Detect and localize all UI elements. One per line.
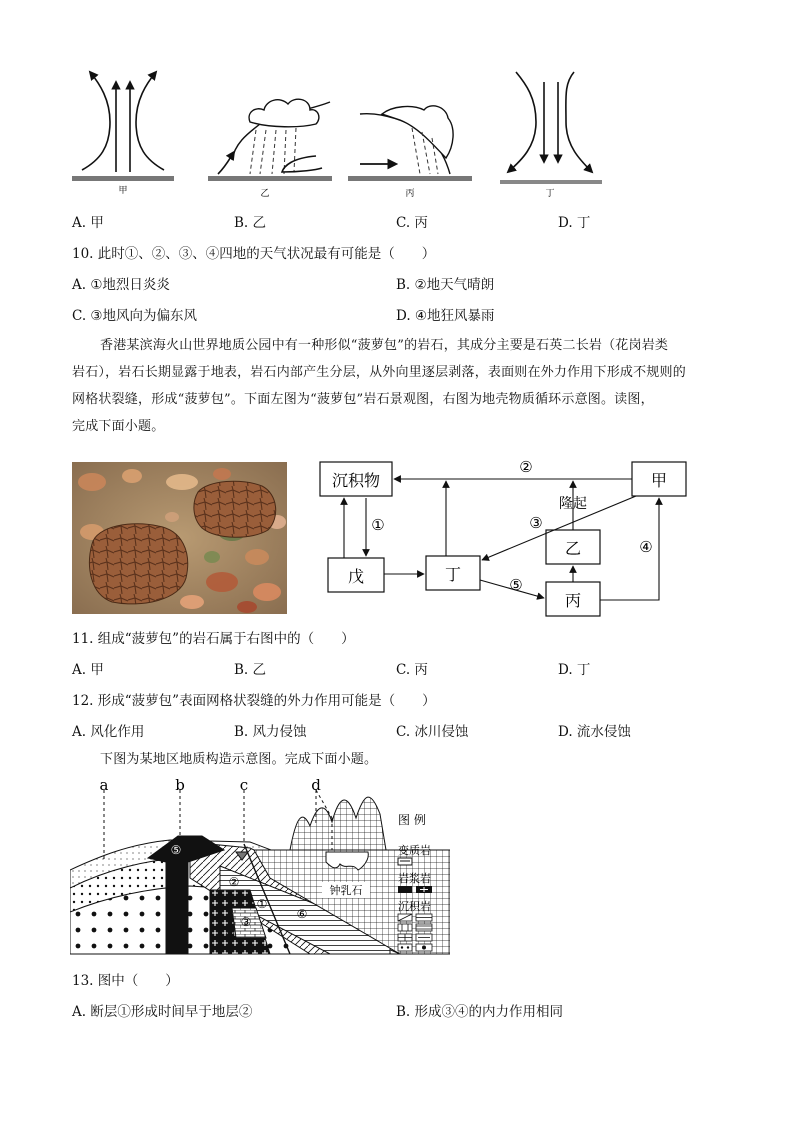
geo-legend [394, 810, 454, 952]
q9-option-b[interactable]: B. 乙 [234, 215, 267, 231]
layer-1: ① [256, 897, 268, 911]
arrow-label-5: ⑤ [509, 576, 523, 594]
layer-4: ④ [224, 929, 236, 943]
legend-magmatic: 岩浆岩 [398, 872, 431, 885]
q10-option-a[interactable]: A. ①地烈日炎炎 [72, 277, 170, 293]
layer-3: ③ [240, 915, 252, 929]
arrow-label-3: ③ [529, 514, 543, 532]
arrow-label-4: ④ [639, 538, 653, 556]
label-uplift: 隆起 [559, 496, 587, 512]
diagram-label-bing: 丙 [405, 189, 415, 199]
q9-option-d[interactable]: D. 丁 [558, 215, 591, 231]
q9-option-c[interactable]: C. 丙 [396, 215, 428, 231]
point-a: a [99, 778, 109, 794]
q13-stem: 13. 图中（ ） [72, 973, 179, 989]
q11-option-c[interactable]: C. 丙 [396, 662, 428, 678]
label-yi: 乙 [564, 539, 582, 558]
q10-option-c[interactable]: C. ③地风向为偏东风 [72, 308, 198, 324]
diagram-label-jia: 甲 [118, 186, 128, 196]
layer-6: ⑥ [296, 907, 308, 921]
diagram-ding [500, 72, 602, 199]
q12-option-c[interactable]: C. 冰川侵蚀 [396, 724, 469, 740]
q10-stem: 10. 此时①、②、③、④四地的天气状况最有可能是（ ） [72, 246, 436, 262]
diagram-jia [72, 72, 174, 181]
passage1-line3: 网格状裂缝，形成“菠萝包”。下面左图为“菠萝包”岩石景观图，右图为地壳物质循环示意图。读图， [72, 392, 654, 407]
point-d: d [311, 778, 321, 794]
point-b: b [175, 778, 185, 794]
q13-option-b[interactable]: B. 形成③④的内力作用相同 [396, 1004, 564, 1020]
q12-stem: 12. 形成“菠萝包”表面网格状裂缝的外力作用可能是（ ） [72, 693, 436, 709]
q11-option-b[interactable]: B. 乙 [234, 662, 267, 678]
point-c: c [239, 778, 249, 794]
rock-cycle-diagram [316, 452, 696, 624]
pressure-system-diagrams [60, 62, 620, 202]
q13-option-a[interactable]: A. 断层①形成时间早于地层② [72, 1004, 253, 1020]
legend-title: 图 例 [398, 813, 426, 827]
q12-option-b[interactable]: B. 风力侵蚀 [234, 724, 307, 740]
pineapple-bun-rock-photo [72, 462, 287, 614]
label-sediment: 沉积物 [331, 471, 381, 490]
q11-option-a[interactable]: A. 甲 [72, 662, 104, 678]
arrow-label-1: ① [371, 516, 385, 534]
legend-metamorphic: 变质岩 [398, 844, 431, 857]
arrow-label-2: ② [519, 458, 533, 476]
q12-option-a[interactable]: A. 风化作用 [72, 724, 145, 740]
diagram-label-ding: 丁 [545, 189, 555, 199]
passage2-text: 下图为某地区地质构造示意图。完成下面小题。 [100, 752, 378, 767]
diagram-bing [348, 106, 472, 199]
diagram-yi [208, 99, 332, 199]
q10-option-b[interactable]: B. ②地天气晴朗 [396, 277, 495, 293]
label-jia: 甲 [650, 471, 668, 490]
passage1-line4: 完成下面小题。 [72, 419, 165, 434]
q11-option-d[interactable]: D. 丁 [558, 662, 591, 678]
label-wu: 戊 [347, 567, 365, 586]
q12-option-d[interactable]: D. 流水侵蚀 [558, 724, 631, 740]
diagram-label-yi: 乙 [260, 189, 270, 199]
q11-stem: 11. 组成“菠萝包”的岩石属于右图中的（ ） [72, 631, 355, 647]
label-ding: 丁 [444, 565, 462, 584]
q10-option-d[interactable]: D. ④地狂风暴雨 [396, 308, 495, 324]
passage1-line2: 岩石），岩石长期显露于地表，岩石内部产生分层，从外向里逐层剥落，表面则在外力作用下形成不规则的 [72, 365, 686, 380]
q9-option-a[interactable]: A. 甲 [72, 215, 104, 231]
legend-sedimentary: 沉积岩 [398, 900, 431, 913]
label-bing: 丙 [564, 591, 582, 610]
layer-2: ② [228, 875, 240, 889]
layer-5: ⑤ [170, 843, 182, 857]
geologic-structure-diagram [70, 778, 450, 958]
passage1-line1: 香港某滨海火山世界地质公园中有一种形似“菠萝包”的岩石，其成分主要是石英二长岩（花岗岩类 [100, 338, 669, 353]
label-stalactite: 钟乳石 [329, 884, 363, 897]
